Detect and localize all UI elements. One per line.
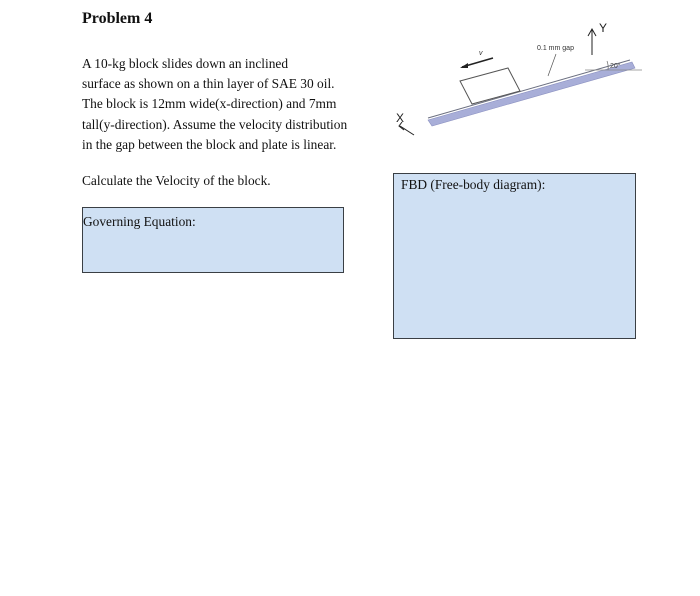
governing-equation-box[interactable] (82, 207, 344, 273)
problem-description (82, 54, 382, 155)
incline-diagram (380, 10, 650, 150)
fbd-box[interactable] (393, 173, 636, 339)
description-line: tall(y-direction). Assume the velocity distribution (82, 116, 348, 132)
oil-layer-line (428, 60, 630, 118)
inclined-plate (428, 62, 635, 126)
problem-title: Problem 4 (82, 10, 153, 27)
problem-task: Calculate the Velocity of the block. (82, 173, 271, 188)
velocity-label: v (479, 50, 483, 57)
angle-label: 20° (610, 63, 621, 70)
description-line: A 10-kg block slides down an inclined (82, 56, 289, 71)
description-line: The block is 12mm wide(x-direction) and 7mm (82, 96, 337, 112)
gap-leader-line (548, 54, 556, 76)
velocity-arrowhead (460, 63, 468, 68)
y-axis-label: Y (599, 21, 608, 35)
x-axis-label: X (396, 111, 405, 125)
x-axis-arrow (400, 126, 414, 135)
fbd-label: FBD (Free-body diagram): (401, 177, 546, 192)
governing-equation-label: Governing Equation: (83, 214, 196, 229)
gap-label: 0.1 mm gap (537, 45, 574, 52)
description-line: surface as shown on a thin layer of SAE 30 oil. (82, 76, 335, 92)
description-line: in the gap between the block and plate is linear. (82, 136, 337, 152)
